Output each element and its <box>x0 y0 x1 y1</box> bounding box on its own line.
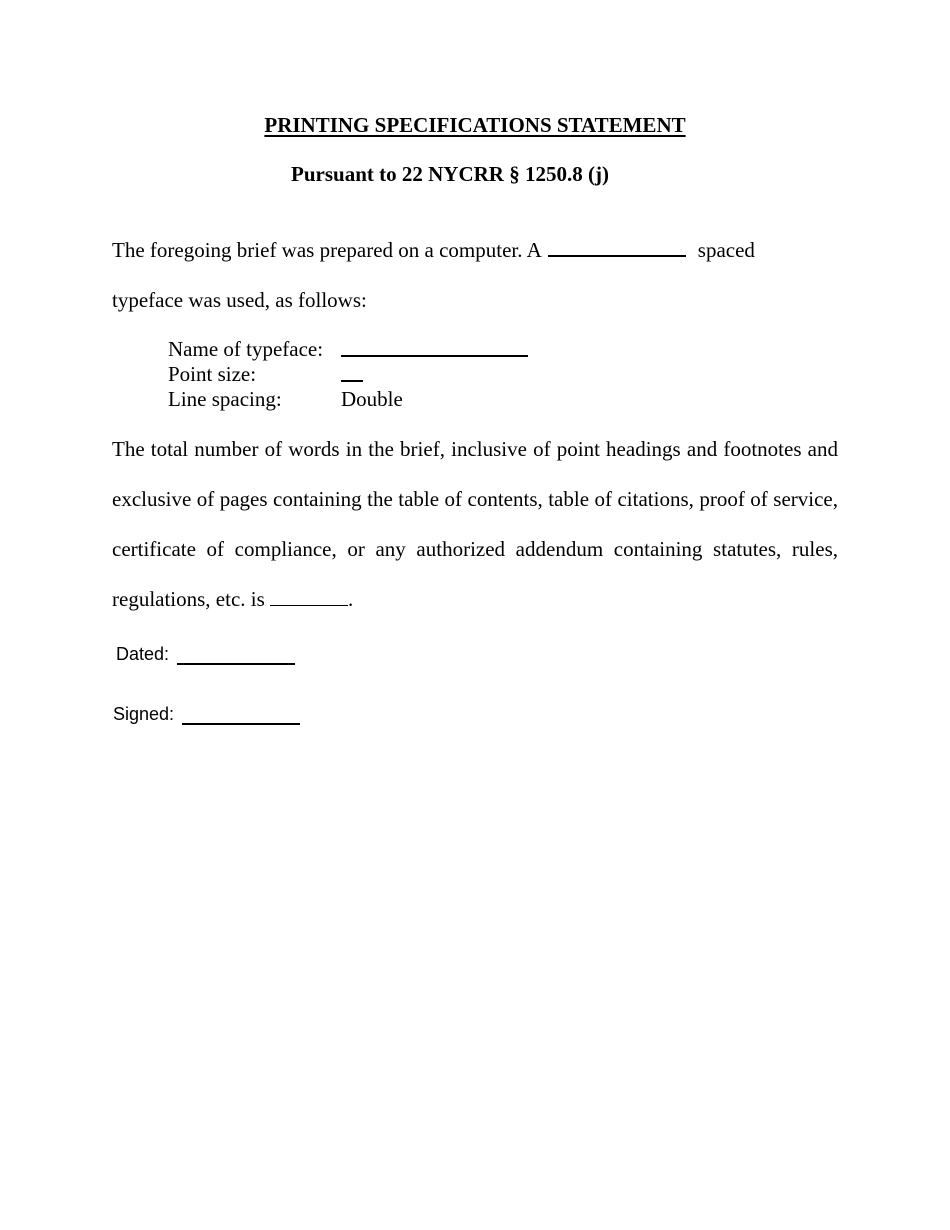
dated-row <box>116 644 295 665</box>
spec-row-line-spacing <box>168 387 528 412</box>
spec-label-typeface: Name of typeface: <box>168 337 324 361</box>
spec-value-line-spacing: Double <box>341 387 403 411</box>
dated-blank[interactable] <box>177 645 295 665</box>
document-title: PRINTING SPECIFICATIONS STATEMENT <box>264 113 686 137</box>
document-subtitle: Pursuant to 22 NYCRR § 1250.8 (j) <box>291 162 609 186</box>
typeface-paragraph-line2: typeface was used, as follows: <box>112 288 367 312</box>
spec-row-typeface <box>168 337 528 362</box>
spec-label-point-size: Point size: <box>168 362 257 386</box>
typeface-paragraph <box>112 225 838 325</box>
dated-label: Dated: <box>116 644 170 664</box>
spacing-blank[interactable] <box>548 237 686 257</box>
spec-row-point-size <box>168 362 528 387</box>
typeface-paragraph-text: The foregoing brief was prepared on a computer. A <box>112 238 542 262</box>
spec-list <box>168 337 528 412</box>
word-count-blank[interactable] <box>270 585 348 606</box>
point-size-blank[interactable] <box>341 362 363 382</box>
spec-value-typeface[interactable] <box>341 337 528 362</box>
word-count-paragraph <box>112 424 838 624</box>
signed-label: Signed: <box>113 704 175 724</box>
spec-value-point-size[interactable] <box>341 362 363 387</box>
typeface-blank[interactable] <box>341 337 528 357</box>
signed-blank[interactable] <box>182 705 300 725</box>
spaced-word: spaced <box>697 238 755 262</box>
word-count-end: . <box>348 587 354 611</box>
word-count-text: The total number of words in the brief, inclusive of point headings and footnotes and exclusive of pages containing the table of contents, table of citations, proof of service, certificate of compliance, or any authorized addendum containing statutes, rules, regulations, etc. is <box>112 437 838 611</box>
signed-row <box>113 704 300 725</box>
spec-label-line-spacing: Line spacing: <box>168 387 282 411</box>
